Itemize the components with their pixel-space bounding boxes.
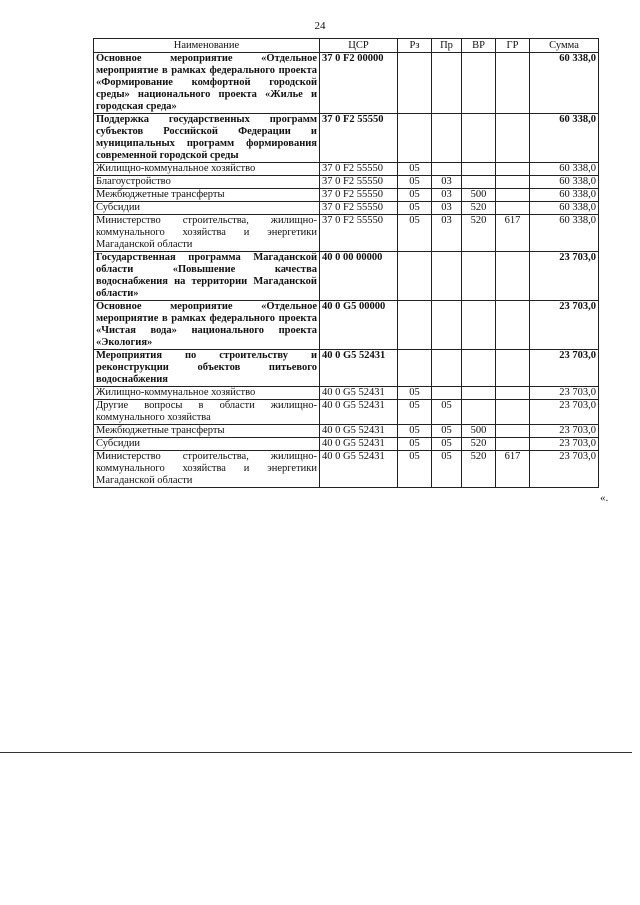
cell-name: Другие вопросы в области жилищно-коммунального хозяйства bbox=[94, 400, 320, 425]
budget-table bbox=[93, 38, 599, 488]
cell-rz: 05 bbox=[398, 425, 432, 438]
cell-pr bbox=[432, 387, 462, 400]
cell-vr bbox=[462, 176, 496, 189]
cell-sum: 60 338,0 bbox=[530, 163, 599, 176]
cell-vr bbox=[462, 53, 496, 114]
cell-gr: 617 bbox=[496, 451, 530, 488]
cell-vr: 500 bbox=[462, 425, 496, 438]
cell-vr bbox=[462, 350, 496, 387]
cell-gr bbox=[496, 252, 530, 301]
cell-sum: 60 338,0 bbox=[530, 189, 599, 202]
cell-sum: 23 703,0 bbox=[530, 400, 599, 425]
cell-pr: 03 bbox=[432, 202, 462, 215]
cell-vr: 520 bbox=[462, 215, 496, 252]
cell-sum: 60 338,0 bbox=[530, 176, 599, 189]
cell-pr bbox=[432, 252, 462, 301]
cell-csr: 40 0 G5 52431 bbox=[320, 350, 398, 387]
cell-csr: 40 0 G5 52431 bbox=[320, 425, 398, 438]
page-number: 24 bbox=[314, 20, 326, 32]
cell-pr bbox=[432, 350, 462, 387]
cell-csr: 37 0 F2 55550 bbox=[320, 215, 398, 252]
cell-gr bbox=[496, 202, 530, 215]
cell-rz bbox=[398, 114, 432, 163]
cell-rz: 05 bbox=[398, 451, 432, 488]
table-row bbox=[94, 451, 599, 488]
header-sum: Сумма bbox=[530, 39, 599, 53]
cell-name: Субсидии bbox=[94, 202, 320, 215]
closing-quote-mark: «. bbox=[600, 492, 609, 504]
cell-sum: 23 703,0 bbox=[530, 252, 599, 301]
table-row bbox=[94, 53, 599, 114]
table-row bbox=[94, 387, 599, 400]
cell-name: Жилищно-коммунальное хозяйство bbox=[94, 387, 320, 400]
cell-csr: 40 0 G5 52431 bbox=[320, 451, 398, 488]
cell-name: Межбюджетные трансферты bbox=[94, 425, 320, 438]
table-header-row bbox=[94, 39, 599, 53]
cell-pr: 03 bbox=[432, 189, 462, 202]
cell-rz: 05 bbox=[398, 215, 432, 252]
cell-pr bbox=[432, 301, 462, 350]
table-row bbox=[94, 202, 599, 215]
cell-vr bbox=[462, 163, 496, 176]
cell-csr: 37 0 F2 55550 bbox=[320, 114, 398, 163]
cell-name: Основное мероприятие «Отдельное мероприятие в рамках федерального проекта «Чистая вода» национального проекта «Экология» bbox=[94, 301, 320, 350]
cell-name: Основное мероприятие «Отдельное мероприятие в рамках федерального проекта «Формирование комфортной городской среды» национального проекта «Жилье и городская среда» bbox=[94, 53, 320, 114]
cell-name: Государственная программа Магаданской области «Повышение качества водоснабжения на территории Магаданской области» bbox=[94, 252, 320, 301]
cell-sum: 23 703,0 bbox=[530, 350, 599, 387]
cell-csr: 40 0 G5 52431 bbox=[320, 438, 398, 451]
cell-csr: 37 0 F2 00000 bbox=[320, 53, 398, 114]
cell-pr: 03 bbox=[432, 215, 462, 252]
cell-gr bbox=[496, 301, 530, 350]
table-row bbox=[94, 114, 599, 163]
cell-vr bbox=[462, 387, 496, 400]
cell-sum: 60 338,0 bbox=[530, 53, 599, 114]
cell-name: Поддержка государственных программ субъектов Российской Федерации и муниципальных программ формирования современной городской среды bbox=[94, 114, 320, 163]
header-name: Наименование bbox=[94, 39, 320, 53]
table-row bbox=[94, 350, 599, 387]
cell-rz: 05 bbox=[398, 189, 432, 202]
cell-sum: 60 338,0 bbox=[530, 215, 599, 252]
table-row bbox=[94, 189, 599, 202]
cell-csr: 40 0 00 00000 bbox=[320, 252, 398, 301]
header-gr: ГР bbox=[496, 39, 530, 53]
cell-pr: 05 bbox=[432, 400, 462, 425]
cell-sum: 23 703,0 bbox=[530, 387, 599, 400]
cell-pr bbox=[432, 53, 462, 114]
header-csr: ЦСР bbox=[320, 39, 398, 53]
cell-gr bbox=[496, 350, 530, 387]
cell-gr bbox=[496, 53, 530, 114]
cell-vr bbox=[462, 114, 496, 163]
table-row bbox=[94, 252, 599, 301]
cell-csr: 40 0 G5 00000 bbox=[320, 301, 398, 350]
cell-name: Жилищно-коммунальное хозяйство bbox=[94, 163, 320, 176]
cell-pr bbox=[432, 163, 462, 176]
cell-rz bbox=[398, 53, 432, 114]
table-row bbox=[94, 163, 599, 176]
cell-name: Межбюджетные трансферты bbox=[94, 189, 320, 202]
cell-pr: 05 bbox=[432, 438, 462, 451]
cell-gr bbox=[496, 387, 530, 400]
cell-pr bbox=[432, 114, 462, 163]
cell-vr bbox=[462, 400, 496, 425]
cell-pr: 05 bbox=[432, 451, 462, 488]
cell-rz bbox=[398, 301, 432, 350]
bottom-divider bbox=[0, 752, 632, 753]
table-row bbox=[94, 215, 599, 252]
cell-sum: 23 703,0 bbox=[530, 301, 599, 350]
table-row bbox=[94, 301, 599, 350]
cell-name: Субсидии bbox=[94, 438, 320, 451]
table-row bbox=[94, 425, 599, 438]
cell-gr bbox=[496, 438, 530, 451]
cell-rz: 05 bbox=[398, 202, 432, 215]
cell-name: Министерство строительства, жилищно-коммунального хозяйства и энергетики Магаданской области bbox=[94, 451, 320, 488]
cell-gr bbox=[496, 400, 530, 425]
cell-rz: 05 bbox=[398, 176, 432, 189]
cell-rz: 05 bbox=[398, 400, 432, 425]
cell-sum: 60 338,0 bbox=[530, 114, 599, 163]
cell-gr bbox=[496, 189, 530, 202]
cell-pr: 05 bbox=[432, 425, 462, 438]
cell-vr: 500 bbox=[462, 189, 496, 202]
cell-rz bbox=[398, 252, 432, 301]
cell-sum: 23 703,0 bbox=[530, 451, 599, 488]
cell-vr: 520 bbox=[462, 438, 496, 451]
cell-rz: 05 bbox=[398, 163, 432, 176]
cell-rz: 05 bbox=[398, 438, 432, 451]
table-body bbox=[94, 53, 599, 488]
cell-csr: 37 0 F2 55550 bbox=[320, 163, 398, 176]
cell-rz: 05 bbox=[398, 387, 432, 400]
cell-sum: 23 703,0 bbox=[530, 438, 599, 451]
cell-vr: 520 bbox=[462, 451, 496, 488]
cell-pr: 03 bbox=[432, 176, 462, 189]
cell-gr bbox=[496, 176, 530, 189]
cell-csr: 37 0 F2 55550 bbox=[320, 189, 398, 202]
cell-gr bbox=[496, 163, 530, 176]
table-row bbox=[94, 438, 599, 451]
cell-name: Благоустройство bbox=[94, 176, 320, 189]
cell-vr: 520 bbox=[462, 202, 496, 215]
cell-vr bbox=[462, 252, 496, 301]
cell-sum: 23 703,0 bbox=[530, 425, 599, 438]
cell-csr: 37 0 F2 55550 bbox=[320, 176, 398, 189]
cell-rz bbox=[398, 350, 432, 387]
cell-name: Министерство строительства, жилищно-коммунального хозяйства и энергетики Магаданской области bbox=[94, 215, 320, 252]
cell-csr: 40 0 G5 52431 bbox=[320, 387, 398, 400]
table-row bbox=[94, 176, 599, 189]
cell-gr bbox=[496, 425, 530, 438]
cell-sum: 60 338,0 bbox=[530, 202, 599, 215]
table-row bbox=[94, 400, 599, 425]
cell-name: Мероприятия по строительству и реконструкции объектов питьевого водоснабжения bbox=[94, 350, 320, 387]
cell-csr: 40 0 G5 52431 bbox=[320, 400, 398, 425]
cell-gr: 617 bbox=[496, 215, 530, 252]
cell-csr: 37 0 F2 55550 bbox=[320, 202, 398, 215]
cell-gr bbox=[496, 114, 530, 163]
header-vr: ВР bbox=[462, 39, 496, 53]
header-pr: Пр bbox=[432, 39, 462, 53]
header-rz: Рз bbox=[398, 39, 432, 53]
cell-vr bbox=[462, 301, 496, 350]
